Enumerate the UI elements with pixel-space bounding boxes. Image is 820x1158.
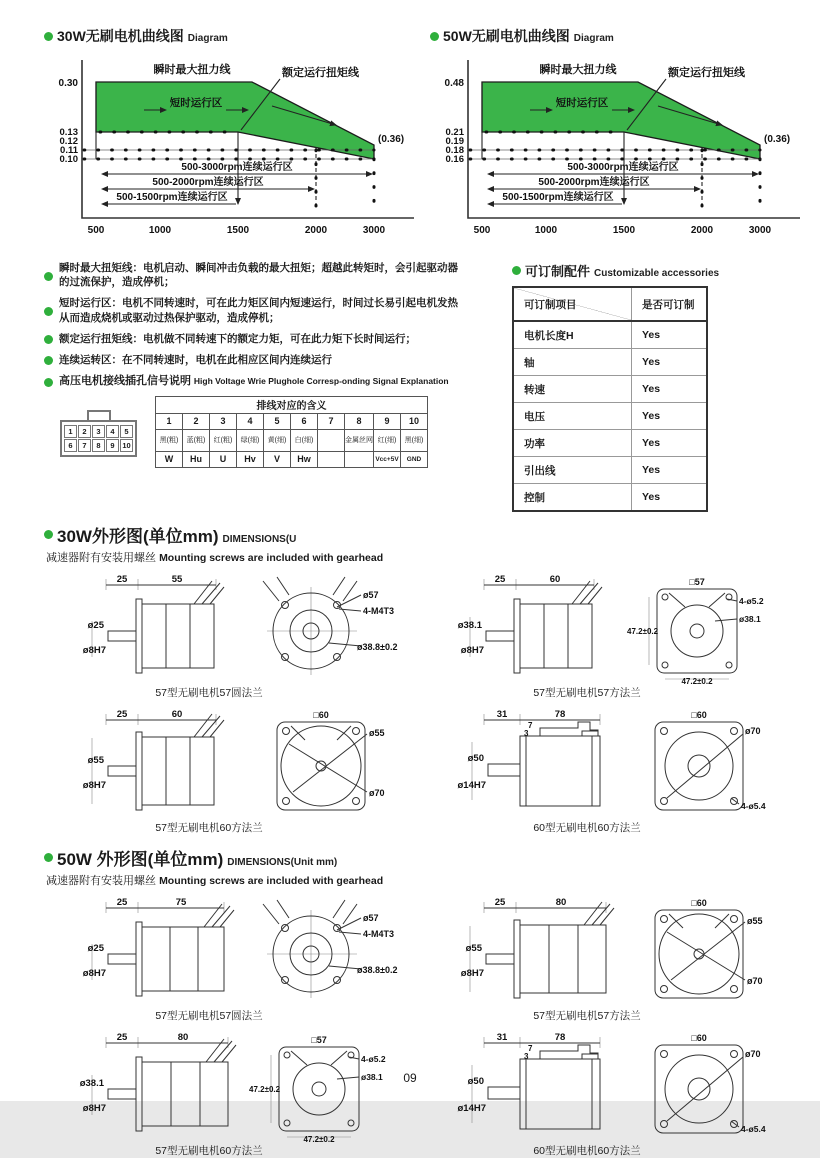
front-dim: ø70 xyxy=(747,976,763,986)
section-title-en: DIMENSIONS(Unit mm) xyxy=(227,857,338,868)
table-row xyxy=(513,321,707,349)
shaft-dim: ø38.1 xyxy=(457,620,482,631)
label-rated-torque-line: 额定运行扭矩线 xyxy=(668,67,745,79)
side-view xyxy=(44,1031,249,1143)
signal-name: Hv xyxy=(237,451,264,467)
front-dim: □60 xyxy=(691,710,707,720)
front-dim: □60 xyxy=(691,898,707,908)
xtick: 500 xyxy=(87,225,105,236)
item-cell: 引出线 xyxy=(513,457,632,484)
middle-section xyxy=(44,261,806,512)
dim-label: 31 xyxy=(496,709,508,720)
shaft-dim: ø55 xyxy=(87,755,104,766)
pin: 7 xyxy=(318,413,345,429)
drawing-caption: 57型无刷电机57方法兰 xyxy=(533,687,641,699)
item-cell: 轴 xyxy=(513,349,632,376)
front-view-square57 xyxy=(627,573,782,685)
xtick: 1000 xyxy=(534,225,558,236)
bullet-icon xyxy=(44,853,53,862)
zone2-label: 500-2000rpm连续运行区 xyxy=(152,177,264,188)
drawings-30w xyxy=(44,573,806,835)
front-dim: □60 xyxy=(313,710,329,720)
front-dim: □60 xyxy=(691,1033,707,1043)
ytick: 0.13 xyxy=(59,127,78,138)
bullet-icon xyxy=(44,307,53,316)
front-dim: 47.2±0.2 xyxy=(249,1085,281,1094)
front-dim: 47.2±0.2 xyxy=(681,677,713,686)
side-view xyxy=(422,573,627,685)
note-text: 短时运行区：电机不同转速时，可在此力矩区间内短速运行，时间过长易引起电机发热从而造成烧机或驱动过热保护驱动，造成停机； xyxy=(59,297,458,324)
ytick: 0.18 xyxy=(445,145,464,156)
drawing-caption: 57型无刷电机60方法兰 xyxy=(155,1145,263,1157)
dim-label: 25 xyxy=(116,897,128,908)
dim-label: 25 xyxy=(494,897,506,908)
side-view xyxy=(44,573,249,685)
drawing-57-60-square xyxy=(422,896,800,1023)
signal-name: Hu xyxy=(183,451,210,467)
bullet-icon xyxy=(44,335,53,344)
accessories-title: 可订制配件 xyxy=(525,264,591,279)
definition-notes xyxy=(44,261,464,512)
bullet-icon xyxy=(44,32,53,41)
signal-name xyxy=(345,451,374,467)
accessories-table xyxy=(512,286,708,512)
value-cell: Yes xyxy=(632,321,708,349)
dim-label: 3 xyxy=(524,1052,529,1061)
front-dim: ø38.1 xyxy=(739,614,761,624)
wire-color: 白(细) xyxy=(291,429,318,451)
wire-color: 金属丝网 xyxy=(345,429,374,451)
table-row xyxy=(513,376,707,403)
front-dim: 4-M4T3 xyxy=(363,929,395,939)
bullet-icon xyxy=(512,266,521,275)
ytick: 0.16 xyxy=(445,154,464,165)
note-text: 连续运转区：在不同转速时，电机在此相应区间内连续运行 xyxy=(59,353,332,366)
label-max-torque-line: 瞬时最大扭力线 xyxy=(153,64,231,76)
note-item xyxy=(44,296,464,324)
dim-label: 25 xyxy=(116,1032,128,1043)
value-cell: Yes xyxy=(632,349,708,376)
note-item xyxy=(44,353,464,367)
ytick: 0.12 xyxy=(59,136,78,147)
label-peak: (0.36) xyxy=(764,134,791,145)
torque-curve-50w xyxy=(430,46,806,246)
front-dim: 47.2±0.2 xyxy=(627,627,659,636)
signal-name-row xyxy=(156,451,428,467)
front-dim: □57 xyxy=(311,1035,327,1045)
side-view xyxy=(422,896,627,1008)
pin: 1 xyxy=(156,413,183,429)
dim-label: 25 xyxy=(494,574,506,585)
front-dim: □57 xyxy=(689,577,705,587)
wire-color: 蓝(粗) xyxy=(183,429,210,451)
signal-title: 高压电机接线插孔信号说明 xyxy=(59,375,191,388)
xtick: 1500 xyxy=(226,225,250,236)
bullet-icon xyxy=(44,272,53,281)
signal-name: Hw xyxy=(291,451,318,467)
xtick: 3000 xyxy=(362,225,386,236)
side-view-bracket xyxy=(422,1031,627,1143)
connector-pin: 9 xyxy=(106,439,119,452)
drawing-57-square xyxy=(422,573,800,700)
zone1-label: 500-3000rpm连续运行区 xyxy=(181,162,293,173)
col-header: 可订制项目 xyxy=(513,287,632,321)
front-dim: ø70 xyxy=(745,726,761,736)
front-dim: ø55 xyxy=(369,728,385,738)
value-cell: Yes xyxy=(632,376,708,403)
zone3-label: 500-1500rpm连续运行区 xyxy=(502,192,614,203)
table-row xyxy=(513,457,707,484)
wire-color: 红(细) xyxy=(374,429,401,451)
signal-block xyxy=(44,396,464,468)
shaft-dim: ø25 xyxy=(87,943,104,954)
xtick: 1500 xyxy=(612,225,636,236)
signal-name xyxy=(318,451,345,467)
side-view-bracket xyxy=(422,708,627,820)
front-dim: 4-ø5.2 xyxy=(739,596,764,606)
dim-label: 31 xyxy=(496,1032,508,1043)
drawing-57-round xyxy=(44,573,422,700)
dim-label: 7 xyxy=(528,721,533,730)
signal-table xyxy=(155,396,428,468)
zone3-label: 500-1500rpm连续运行区 xyxy=(116,192,228,203)
label-short-run-zone: 短时运行区 xyxy=(169,97,223,109)
drawing-caption: 60型无刷电机60方法兰 xyxy=(533,822,641,834)
value-cell: Yes xyxy=(632,457,708,484)
shaft-dim: ø38.1 xyxy=(79,1078,104,1089)
section-subtitle-en: Mounting screws are included with gearhead xyxy=(159,875,384,887)
pin: 2 xyxy=(183,413,210,429)
label-max-torque-line: 瞬时最大扭力线 xyxy=(539,64,617,76)
table-row xyxy=(513,484,707,512)
table-row xyxy=(513,349,707,376)
drawing-57-square xyxy=(44,1031,422,1158)
ytick: 0.11 xyxy=(60,145,78,156)
xtick: 2000 xyxy=(304,225,328,236)
dim-label: 7 xyxy=(528,1044,533,1053)
connector-pin: 8 xyxy=(92,439,105,452)
connector-pin: 3 xyxy=(92,425,105,438)
label-rated-torque-line: 额定运行扭矩线 xyxy=(282,67,359,79)
chart-title: 50W无刷电机曲线图 xyxy=(443,28,570,44)
connector-pin: 4 xyxy=(106,425,119,438)
front-dim: ø57 xyxy=(363,590,379,600)
front-dim: ø38.1 xyxy=(361,1072,383,1082)
curve-diagrams-row xyxy=(44,26,806,251)
pin: 8 xyxy=(345,413,374,429)
zone1-label: 500-3000rpm连续运行区 xyxy=(567,162,679,173)
pin: 9 xyxy=(374,413,401,429)
dim-label: 25 xyxy=(116,574,128,585)
drawing-60-bracket xyxy=(422,1031,800,1158)
operating-band xyxy=(96,82,374,159)
ytick: 0.48 xyxy=(444,78,464,89)
value-cell: Yes xyxy=(632,430,708,457)
chart-50w xyxy=(430,26,806,251)
drawings-50w xyxy=(44,896,806,1158)
dim-label: 75 xyxy=(175,897,187,908)
connector-pin: 7 xyxy=(78,439,91,452)
connector-pin: 1 xyxy=(64,425,77,438)
shaft-bore-dim: ø8H7 xyxy=(82,780,106,791)
front-view-square-bracket xyxy=(627,1031,782,1143)
drawing-caption: 57型无刷电机57方法兰 xyxy=(533,1010,641,1022)
chart-title: 30W无刷电机曲线图 xyxy=(57,28,184,44)
front-view-square-big xyxy=(627,896,782,1008)
note-item xyxy=(44,261,464,289)
item-cell: 转速 xyxy=(513,376,632,403)
drawing-caption: 57型无刷电机60方法兰 xyxy=(155,822,263,834)
label-peak: (0.36) xyxy=(378,134,405,145)
torque-curve-30w xyxy=(44,46,420,246)
dim-label: 3 xyxy=(524,729,529,738)
front-view-square57 xyxy=(249,1031,404,1143)
front-dim: ø70 xyxy=(745,1049,761,1059)
dim-label: 80 xyxy=(177,1032,189,1043)
chart-30w-header xyxy=(44,26,420,46)
item-cell: 功率 xyxy=(513,430,632,457)
signal-heading xyxy=(44,374,464,389)
drawing-57-round xyxy=(44,896,422,1023)
connector-pin: 10 xyxy=(120,439,133,452)
bullet-icon xyxy=(430,32,439,41)
wire-color: 黄(细) xyxy=(264,429,291,451)
front-dim: 4-ø5.4 xyxy=(741,1124,766,1134)
drawing-60-bracket xyxy=(422,708,800,835)
wire-color: 红(粗) xyxy=(210,429,237,451)
drawing-caption: 60型无刷电机60方法兰 xyxy=(533,1145,641,1157)
signal-name: U xyxy=(210,451,237,467)
signal-table-title: 排线对应的含义 xyxy=(156,396,428,413)
front-dim: ø70 xyxy=(369,788,385,798)
signal-name: Vcc+5V xyxy=(374,451,401,467)
table-row xyxy=(513,430,707,457)
connector-pin: 5 xyxy=(120,425,133,438)
section-subtitle-en: Mounting screws are included with gearhead xyxy=(159,552,384,564)
front-dim: ø55 xyxy=(747,916,763,926)
front-view-round xyxy=(249,896,404,1008)
item-cell: 控制 xyxy=(513,484,632,512)
xtick: 3000 xyxy=(748,225,772,236)
note-text: 额定运行扭矩线：电机做不同转速下的额定力矩，可在此力矩下长时间运行； xyxy=(59,332,416,345)
chart-50w-header xyxy=(430,26,806,46)
shaft-bore-dim: ø14H7 xyxy=(457,780,486,791)
label-short-run-zone: 短时运行区 xyxy=(555,97,609,109)
signal-name: GND xyxy=(401,451,428,467)
value-cell: Yes xyxy=(632,484,708,512)
table-row xyxy=(513,403,707,430)
connector-icon xyxy=(60,410,137,468)
zone2-label: 500-2000rpm连续运行区 xyxy=(538,177,650,188)
item-cell: 电压 xyxy=(513,403,632,430)
chart-30w xyxy=(44,26,420,251)
front-view-round xyxy=(249,573,404,685)
dim-label: 78 xyxy=(554,1032,566,1043)
section-subtitle: 减速器附有安装用螺丝 xyxy=(46,875,156,887)
shaft-bore-dim: ø8H7 xyxy=(460,645,484,656)
wire-color: 黑(粗) xyxy=(156,429,183,451)
front-dim: ø57 xyxy=(363,913,379,923)
dim-label: 60 xyxy=(171,709,183,720)
front-dim: ø38.8±0.2 xyxy=(357,642,398,652)
pin: 10 xyxy=(401,413,428,429)
wire-color: 黑(细) xyxy=(401,429,428,451)
connector-pin: 6 xyxy=(64,439,77,452)
page-number: 09 xyxy=(403,1071,417,1085)
shaft-bore-dim: ø8H7 xyxy=(82,968,106,979)
wire-color xyxy=(318,429,345,451)
dim-label: 60 xyxy=(549,574,561,585)
accessories-title-en: Customizable accessories xyxy=(594,268,720,279)
section-30w-dimensions xyxy=(44,522,806,835)
operating-band xyxy=(482,82,760,159)
front-view-square-bracket xyxy=(627,708,782,820)
shaft-bore-dim: ø8H7 xyxy=(82,645,106,656)
shaft-bore-dim: ø8H7 xyxy=(82,1103,106,1114)
shaft-bore-dim: ø8H7 xyxy=(460,968,484,979)
bullet-icon xyxy=(44,356,53,365)
shaft-dim: ø55 xyxy=(465,943,482,954)
section-title: 50W 外形图(单位mm) xyxy=(57,850,224,869)
front-dim: 4-ø5.4 xyxy=(741,801,766,811)
pin: 5 xyxy=(264,413,291,429)
bullet-icon xyxy=(44,378,53,387)
front-dim: 4-ø5.2 xyxy=(361,1054,386,1064)
chart-title-en: Diagram xyxy=(573,33,614,44)
dim-label: 55 xyxy=(171,574,183,585)
note-item xyxy=(44,332,464,346)
ytick: 0.21 xyxy=(445,127,464,138)
connector-pin: 2 xyxy=(78,425,91,438)
front-dim: ø38.8±0.2 xyxy=(357,965,398,975)
shaft-dim: ø50 xyxy=(467,1076,484,1087)
pin: 4 xyxy=(237,413,264,429)
ytick: 0.10 xyxy=(59,154,78,165)
drawing-caption: 57型无刷电机57圆法兰 xyxy=(155,1010,263,1022)
drawing-57-60-square xyxy=(44,708,422,835)
shaft-dim: ø25 xyxy=(87,620,104,631)
wire-color: 绿(细) xyxy=(237,429,264,451)
ytick: 0.30 xyxy=(58,78,78,89)
section-title: 30W外形图(单位mm) xyxy=(57,527,219,546)
note-text: 瞬时最大扭矩线：电机启动、瞬间冲击负载的最大扭矩；超越此转矩时，会引起驱动器的过流保护，造成停机； xyxy=(59,262,458,289)
bullet-icon xyxy=(44,530,53,539)
customizable-accessories xyxy=(512,261,722,512)
col-header: 是否可订制 xyxy=(632,287,708,321)
section-50w-dimensions xyxy=(44,845,806,1158)
front-dim: 47.2±0.2 xyxy=(303,1135,335,1144)
pin: 3 xyxy=(210,413,237,429)
pin-number-row xyxy=(156,413,428,429)
xtick: 500 xyxy=(473,225,491,236)
dim-label: 25 xyxy=(116,709,128,720)
dim-label: 78 xyxy=(554,709,566,720)
shaft-bore-dim: ø14H7 xyxy=(457,1103,486,1114)
shaft-dim: ø50 xyxy=(467,753,484,764)
accessories-header-row xyxy=(513,287,707,321)
connector-body xyxy=(60,420,137,457)
xtick: 1000 xyxy=(148,225,172,236)
side-view xyxy=(44,896,249,1008)
signal-name: V xyxy=(264,451,291,467)
value-cell: Yes xyxy=(632,403,708,430)
dim-label: 80 xyxy=(555,897,567,908)
item-cell: 电机长度H xyxy=(513,321,632,349)
wire-color-row xyxy=(156,429,428,451)
front-dim: 4-M4T3 xyxy=(363,606,395,616)
chart-title-en: Diagram xyxy=(187,33,228,44)
ytick: 0.19 xyxy=(445,136,464,147)
xtick: 2000 xyxy=(690,225,714,236)
signal-title-en: High Voltage Wrie Plughole Corresp-onding Signal Explanation xyxy=(193,376,449,387)
signal-name: W xyxy=(156,451,183,467)
front-view-square-big xyxy=(249,708,404,820)
section-subtitle: 减速器附有安装用螺丝 xyxy=(46,552,156,564)
drawing-caption: 57型无刷电机57圆法兰 xyxy=(155,687,263,699)
section-title-en: DIMENSIONS(U xyxy=(222,534,297,545)
pin: 6 xyxy=(291,413,318,429)
side-view xyxy=(44,708,249,820)
